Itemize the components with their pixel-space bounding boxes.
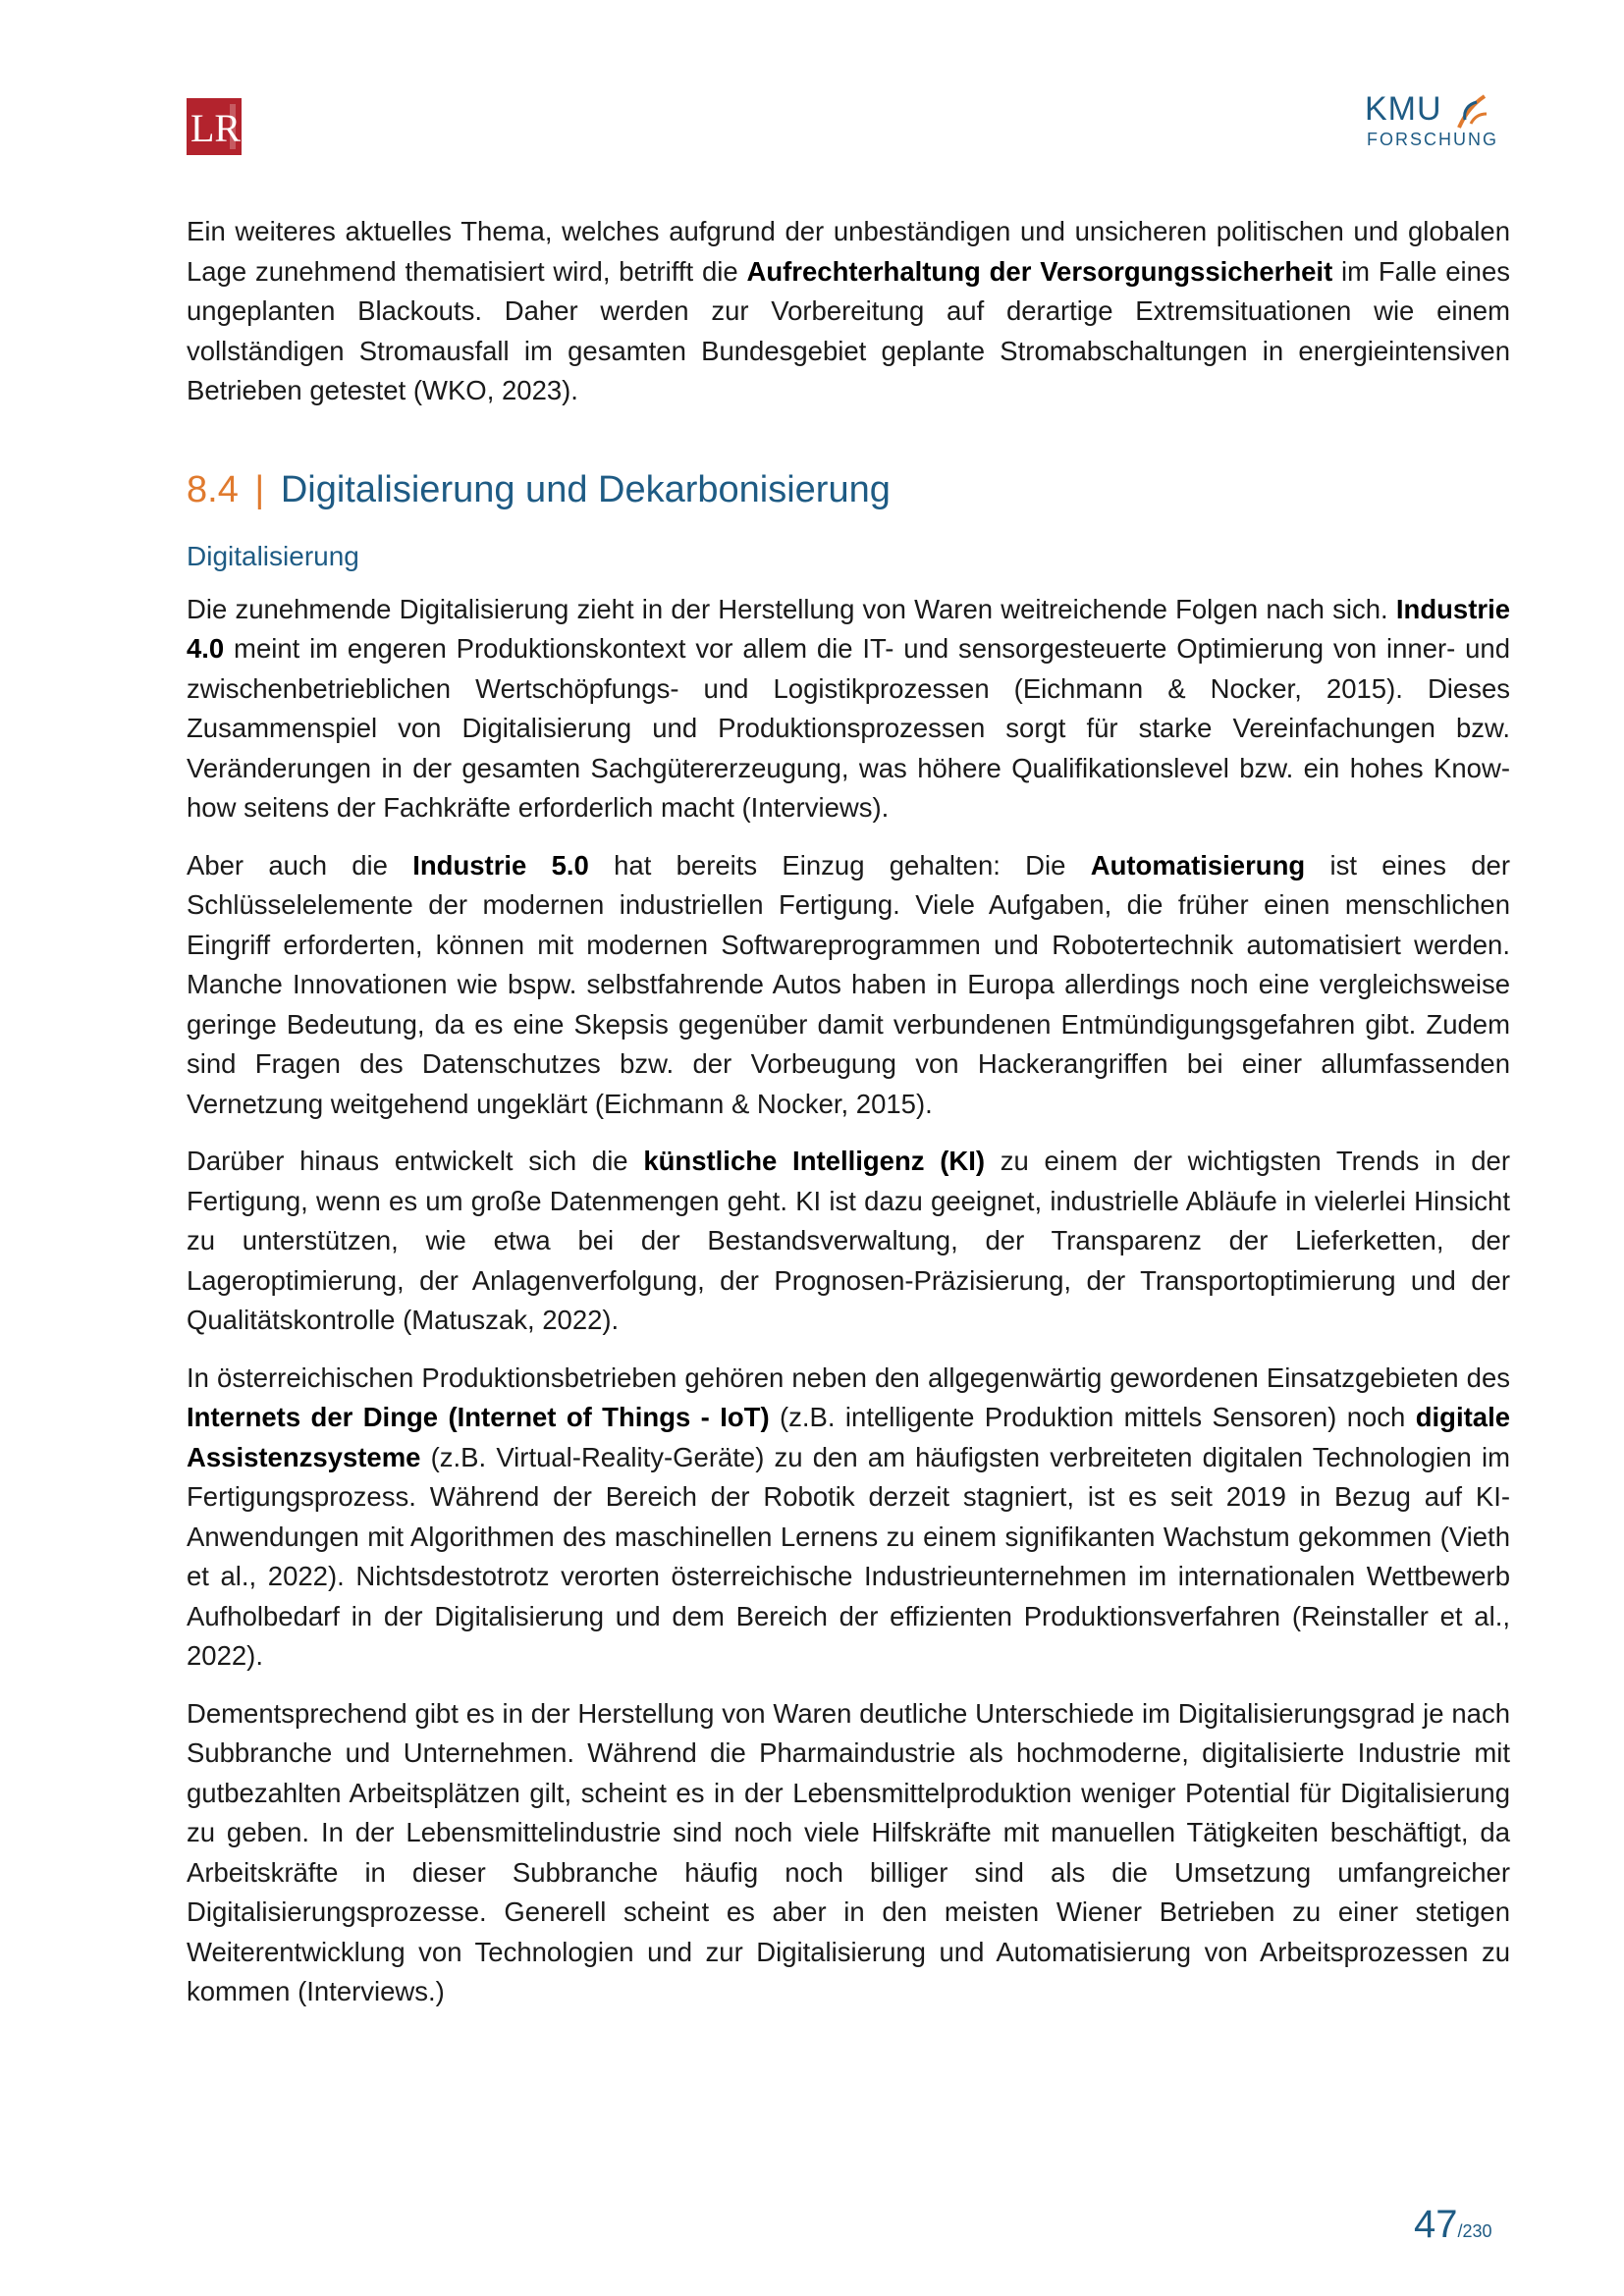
section-heading: [187, 466, 1510, 513]
paragraph-1: [187, 590, 1510, 828]
p5-text: Dementsprechend gibt es in der Herstellung von Waren deutliche Unterschiede im Digitalisierungsgrad je nach Subbranche und Unternehmen. Während die Pharmaindustrie als hochmoderne, digitalisierte Industrie mit gutbezahlten Arbeitsplätzen gilt, scheint es in der Lebensmittelproduktion weniger Potential für Digitalisierung zu geben. In der Lebensmittelindustrie sind noch viele Hilfskräfte mit manuellen Tätigkeiten beschäftigt, da Arbeitskräfte in dieser Subbranche häufig noch billiger sind als die Umsetzung umfangreicher Digitalisierungsprozesse. Generell scheint es aber in den meisten Wiener Betrieben zu einer stetigen Weiterentwicklung von Technologien und zur Digitalisierung und Automatisierung von Arbeitsprozessen zu kommen (Interviews.): [187, 1697, 1510, 2006]
page-number: [1414, 2203, 1492, 2247]
p4-bold-2: digitale Assistenzsysteme: [187, 1402, 1510, 1472]
paragraph-2: [187, 846, 1510, 1125]
p4-text-mid: (z.B. intelligente Produktion mittels Sensoren) noch: [769, 1402, 1416, 1432]
section-title: Digitalisierung und Dekarbonisierung: [280, 468, 891, 510]
intro-text: Ein weiteres aktuelles Thema, welches aufgrund der unbeständigen und unsicheren politischen und globalen Lage zunehmend thematisiert wird, betrifft die: [187, 216, 1510, 287]
lr-logo: [187, 98, 242, 155]
p2-bold-2: Automatisierung: [1090, 849, 1306, 881]
p4-text-end: (z.B. Virtual-Reality-Geräte) zu den am häufigsten verbreiteten digitalen Technologien im Fertigungsprozess. Während der Bereich der Robotik derzeit stagniert, ist es seit 2019 in Bezug auf KI-Anwendungen mit Algorithmen des maschinellen Lernens zu einem signifikanten Wachstum gekommen (Vieth et al., 2022). Nichtsdestotrotz verorten österreichische Industrieunternehmen im internationalen Wettbewerb Aufholbedarf in der Digitalisierung und dem Bereich der effizienten Produktionsverfahren (Reinstaller et al., 2022).: [187, 1441, 1510, 1671]
p4-bold-1: Internets der Dinge (Internet of Things - IoT): [187, 1402, 770, 1432]
page-current: 47: [1414, 2203, 1458, 2246]
kmu-logo-subtitle: FORSCHUNG: [1367, 130, 1498, 149]
p1-text-end: meint im engeren Produktionskontext vor allem die IT- und sensorgesteuerte Optimierung von inner- und zwischenbetrieblichen Wertschöpfungs- und Logistikprozessen (Eichmann & Nocker, 2015). Dieses Zusammenspiel von Digitalisierung und Produktionsprozessen sorgt für starke Vereinfachungen bzw. Veränderungen in der gesamten Sachgütererzeugung, was höhere Qualifikationslevel bzw. ein hohes Know-how seitens der Fachkräfte erforderlich macht (Interviews).: [187, 633, 1510, 823]
page-total: /230: [1457, 2221, 1492, 2241]
p2-text-end: ist eines der Schlüsselelemente der modernen industriellen Fertigung. Viele Aufgaben, die früher einen menschlichen Eingriff erforderten, können mit modernen Softwareprogrammen und Robotertechnik automatisiert werden. Manche Innovationen wie bspw. selbstfahrende Autos haben in Europa allerdings noch eine vergleichsweise geringe Bedeutung, da es eine Skepsis gegenüber damit verbundenen Entmündigungsgefahren gibt. Zudem sind Fragen des Datenschutzes bzw. der Vorbeugung von Hackerangriffen bei einer allumfassenden Vernetzung weitgehend ungeklärt (Eichmann & Nocker, 2015).: [187, 849, 1510, 1119]
p3-bold: künstliche Intelligenz (KI): [643, 1146, 986, 1176]
paragraph-5: [187, 1694, 1510, 2012]
section-separator: |: [254, 468, 265, 510]
p2-text-mid: hat bereits Einzug gehalten: Die: [588, 849, 1091, 881]
intro-paragraph: [187, 212, 1510, 411]
document-body: [187, 212, 1510, 2012]
paragraph-3: [187, 1142, 1510, 1341]
p2-bold-1: Industrie 5.0: [412, 849, 589, 881]
intro-text-end: im Falle eines ungeplanten Blackouts. Daher werden zur Vorbereitung auf derartige Extremsituationen wie einem vollständigen Stromausfall im gesamten Bundesgebiet geplante Stromabschaltungen in energieintensiven Betrieben getestet (WKO, 2023).: [187, 255, 1510, 405]
section-number: 8.4: [187, 468, 239, 510]
paragraph-4: [187, 1359, 1510, 1677]
lr-logo-letters: LR: [190, 106, 242, 150]
p2-text: Aber auch die: [187, 849, 413, 881]
subsection-heading: Digitalisierung: [187, 540, 359, 571]
p1-bold: Industrie 4.0: [187, 593, 1510, 664]
kmu-logo-title: KMU: [1365, 90, 1442, 128]
p3-text-end: zu einem der wichtigsten Trends in der Fertigung, wenn es um große Datenmengen geht. KI ist dazu geeignet, industrielle Abläufe in vielerlei Hinsicht zu unterstützen, wie etwa bei der Bestandsverwaltung, der Transparenz der Lieferketten, der Lageroptimierung, der Anlagenverfolgung, der Prognosen-Präzisierung, der Transportoptimierung und der Qualitätskontrolle (Matuszak, 2022).: [187, 1146, 1511, 1335]
leaf-icon: [1455, 94, 1489, 130]
kmu-forschung-logo: [1365, 90, 1498, 159]
p1-text: Die zunehmende Digitalisierung zieht in der Herstellung von Waren weitreichende Folgen nach sich.: [187, 593, 1396, 624]
lr-logo-icon: [187, 98, 242, 155]
p4-text: In österreichischen Produktionsbetrieben gehören neben den allgegenwärtig gewordenen Einsatzgebieten des: [187, 1362, 1510, 1393]
intro-bold: Aufrechterhaltung der Versorgungssicherheit: [746, 255, 1333, 287]
p3-text: Darüber hinaus entwickelt sich die: [187, 1146, 644, 1176]
